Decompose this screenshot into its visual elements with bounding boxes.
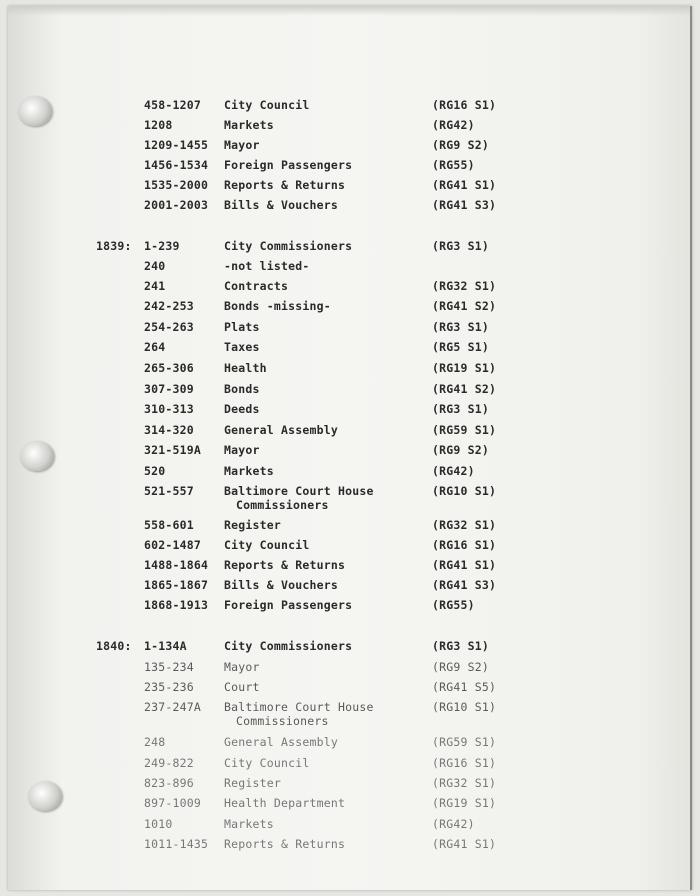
record-description-continued: Commissioners [236, 498, 329, 512]
item-range: 254-263 [144, 320, 194, 334]
record-group-reference: (RG19 S1) [432, 796, 497, 810]
item-range: 135-234 [144, 660, 194, 674]
item-range: 310-313 [144, 402, 194, 416]
record-group-reference: (RG9 S2) [432, 138, 489, 152]
punch-hole [18, 96, 52, 126]
item-range: 1010 [144, 817, 173, 831]
record-description: -not listed- [224, 259, 310, 273]
record-description-continued: Commissioners [236, 714, 329, 728]
record-group-reference: (RG16 S1) [432, 538, 497, 552]
record-description: Taxes [224, 340, 260, 354]
record-description: Mayor [224, 443, 260, 457]
punch-hole [28, 781, 62, 811]
record-group-reference: (RG5 S1) [432, 340, 489, 354]
year-label: 1839: [96, 239, 132, 253]
record-group-reference: (RG41 S1) [432, 837, 497, 851]
record-description: City Council [224, 756, 310, 770]
record-group-reference: (RG32 S1) [432, 279, 497, 293]
record-description: General Assembly [224, 735, 338, 749]
record-description: Reports & Returns [224, 837, 346, 851]
item-range: 2001-2003 [144, 198, 209, 212]
record-group-reference: (RG42) [432, 817, 475, 831]
item-range: 1868-1913 [144, 598, 209, 612]
item-range: 520 [144, 464, 166, 478]
item-range: 249-822 [144, 756, 194, 770]
record-description: Bills & Vouchers [224, 198, 338, 212]
item-range: 823-896 [144, 776, 194, 790]
record-description: Bonds -missing- [224, 299, 331, 313]
record-group-reference: (RG59 S1) [432, 735, 497, 749]
record-group-reference: (RG41 S1) [432, 558, 497, 572]
item-range: 1865-1867 [144, 578, 209, 592]
record-group-reference: (RG41 S1) [432, 178, 497, 192]
record-description: Markets [224, 817, 274, 831]
record-group-reference: (RG41 S2) [432, 299, 497, 313]
record-group-reference: (RG41 S2) [432, 382, 497, 396]
record-group-reference: (RG41 S5) [432, 680, 497, 694]
item-range: 1535-2000 [144, 178, 209, 192]
record-group-reference: (RG41 S3) [432, 198, 497, 212]
item-range: 897-1009 [144, 796, 201, 810]
item-range: 458-1207 [144, 98, 201, 112]
item-range: 1-239 [144, 239, 180, 253]
record-description: Health [224, 361, 267, 375]
record-group-reference: (RG9 S2) [432, 660, 489, 674]
item-range: 265-306 [144, 361, 194, 375]
record-group-reference: (RG16 S1) [432, 756, 497, 770]
record-description: General Assembly [224, 423, 338, 437]
record-description: City Commissioners [224, 239, 353, 253]
item-range: 248 [144, 735, 166, 749]
record-group-reference: (RG19 S1) [432, 361, 497, 375]
item-range: 1208 [144, 118, 173, 132]
record-description: Bonds [224, 382, 260, 396]
item-range: 237-247A [144, 700, 201, 714]
record-description: Mayor [224, 138, 260, 152]
record-description: Reports & Returns [224, 558, 346, 572]
record-description: Foreign Passengers [224, 598, 353, 612]
item-range: 242-253 [144, 299, 194, 313]
record-group-reference: (RG3 S1) [432, 320, 489, 334]
item-range: 558-601 [144, 518, 194, 532]
record-description: Baltimore Court House Commissioners [224, 700, 374, 728]
record-group-reference: (RG41 S3) [432, 578, 497, 592]
record-group-reference: (RG3 S1) [432, 239, 489, 253]
item-range: 314-320 [144, 423, 194, 437]
record-group-reference: (RG10 S1) [432, 484, 497, 498]
record-description: City Council [224, 98, 310, 112]
item-range: 264 [144, 340, 166, 354]
year-label: 1840: [96, 639, 132, 653]
record-description: City Commissioners [224, 639, 353, 653]
record-group-reference: (RG32 S1) [432, 518, 497, 532]
record-description: Bills & Vouchers [224, 578, 338, 592]
item-range: 241 [144, 279, 166, 293]
record-description: Deeds [224, 402, 260, 416]
item-range: 307-309 [144, 382, 194, 396]
item-range: 602-1487 [144, 538, 201, 552]
record-group-reference: (RG32 S1) [432, 776, 497, 790]
record-group-reference: (RG9 S2) [432, 443, 489, 457]
record-group-reference: (RG42) [432, 118, 475, 132]
record-group-reference: (RG16 S1) [432, 98, 497, 112]
page-edge-shadow [8, 6, 690, 16]
record-group-reference: (RG3 S1) [432, 402, 489, 416]
record-description: Contracts [224, 279, 289, 293]
record-group-reference: (RG42) [432, 464, 475, 478]
item-range: 521-557 [144, 484, 194, 498]
item-range: 321-519A [144, 443, 201, 457]
item-range: 1011-1435 [144, 837, 209, 851]
record-group-reference: (RG10 S1) [432, 700, 497, 714]
record-description: Plats [224, 320, 260, 334]
item-range: 1209-1455 [144, 138, 209, 152]
document-page [8, 6, 692, 890]
record-description: Register [224, 776, 281, 790]
item-range: 1488-1864 [144, 558, 209, 572]
item-range: 240 [144, 259, 166, 273]
record-description: Mayor [224, 660, 260, 674]
record-description: Reports & Returns [224, 178, 346, 192]
record-description: Markets [224, 464, 274, 478]
record-description: Markets [224, 118, 274, 132]
item-range: 235-236 [144, 680, 194, 694]
record-description: Register [224, 518, 281, 532]
record-group-reference: (RG59 S1) [432, 423, 497, 437]
record-group-reference: (RG55) [432, 158, 475, 172]
record-description: Court [224, 680, 260, 694]
record-description: Baltimore Court House Commissioners [224, 484, 374, 512]
record-description: Health Department [224, 796, 346, 810]
record-description: City Council [224, 538, 310, 552]
item-range: 1456-1534 [144, 158, 209, 172]
punch-hole [20, 441, 54, 471]
record-group-reference: (RG3 S1) [432, 639, 489, 653]
record-group-reference: (RG55) [432, 598, 475, 612]
item-range: 1-134A [144, 639, 187, 653]
record-description: Foreign Passengers [224, 158, 353, 172]
